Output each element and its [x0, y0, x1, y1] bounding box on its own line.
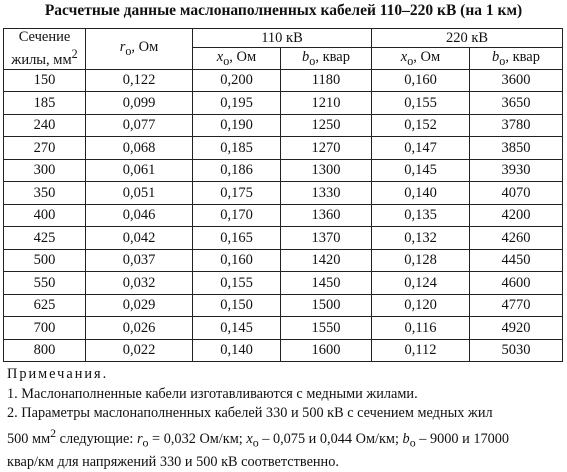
header-x-sub: о: [223, 53, 230, 68]
header-r-symbol: r: [119, 38, 126, 55]
cell-section: 800: [4, 339, 86, 362]
header-row-groups: [4, 29, 563, 48]
cell-x-110: 0,200: [193, 69, 281, 92]
note-2-r-sub: о: [142, 435, 149, 450]
header-resistance: [86, 29, 193, 70]
cell-x-220: 0,145: [372, 159, 470, 182]
table-row: [4, 294, 563, 317]
cell-b-220: 3850: [470, 137, 563, 160]
note-2-b-symbol: b: [402, 430, 410, 447]
header-x-unit: , Ом: [413, 48, 441, 65]
header-r-sub: о: [125, 43, 132, 58]
cell-b-220: 3600: [470, 69, 563, 92]
cell-b-220: 4450: [470, 249, 563, 272]
header-b-sub: о: [309, 53, 316, 68]
note-2-text-e: – 9000 и 17000: [415, 430, 510, 447]
table-row: [4, 204, 563, 227]
table-row: [4, 69, 563, 92]
notes-section: [7, 365, 563, 472]
cell-x-220: 0,135: [372, 204, 470, 227]
cell-b-220: 4260: [470, 227, 563, 250]
note-2-line-2: [7, 424, 563, 453]
header-section-line2: жилы, мм: [11, 51, 72, 68]
note-2-text-a: 500 мм: [7, 430, 51, 447]
cell-x-220: 0,120: [372, 294, 470, 317]
note-1: 1. Маслонаполненные кабели изготавливаются с медными жилами.: [7, 385, 418, 402]
note-2-r-symbol: r: [136, 430, 143, 447]
cell-b-110: 1550: [281, 317, 372, 340]
cell-x-220: 0,132: [372, 227, 470, 250]
cell-b-220: 4770: [470, 294, 563, 317]
cell-x-110: 0,186: [193, 159, 281, 182]
cell-b-110: 1360: [281, 204, 372, 227]
cell-x-110: 0,150: [193, 294, 281, 317]
cell-r: 0,042: [86, 227, 193, 250]
note-2-x-symbol: x: [246, 430, 253, 447]
note-2-line-3: квар/км для напряжений 330 и 500 кВ соответственно.: [7, 453, 339, 470]
cell-x-220: 0,112: [372, 339, 470, 362]
header-x-unit: , Ом: [229, 48, 257, 65]
cell-section: 425: [4, 227, 86, 250]
note-2-text-b: следующие:: [56, 430, 137, 447]
note-2-b-sub: о: [409, 435, 416, 450]
cell-b-110: 1270: [281, 137, 372, 160]
cell-b-110: 1300: [281, 159, 372, 182]
header-group-110: 110 кВ: [193, 29, 372, 48]
cell-x-110: 0,140: [193, 339, 281, 362]
cell-x-110: 0,145: [193, 317, 281, 340]
cell-section: 240: [4, 114, 86, 137]
header-x-110: [193, 48, 281, 69]
header-section-sup: 2: [71, 47, 78, 61]
header-r-unit: , Ом: [131, 38, 159, 55]
cell-b-110: 1330: [281, 182, 372, 205]
table-row: [4, 249, 563, 272]
table-row: [4, 317, 563, 340]
table-row: [4, 137, 563, 160]
cell-b-220: 3650: [470, 92, 563, 115]
cell-r: 0,026: [86, 317, 193, 340]
cell-x-220: 0,155: [372, 92, 470, 115]
cell-b-110: 1600: [281, 339, 372, 362]
cell-b-110: 1420: [281, 249, 372, 272]
header-b-symbol: b: [492, 48, 500, 65]
cell-section: 185: [4, 92, 86, 115]
cell-b-110: 1250: [281, 114, 372, 137]
cell-r: 0,068: [86, 137, 193, 160]
header-b-110: [281, 48, 372, 69]
header-x-sub: о: [407, 53, 414, 68]
header-b-unit: , квар: [315, 48, 350, 65]
cell-r: 0,037: [86, 249, 193, 272]
cell-b-220: 4600: [470, 272, 563, 295]
cell-x-220: 0,116: [372, 317, 470, 340]
cell-b-110: 1370: [281, 227, 372, 250]
cell-x-220: 0,124: [372, 272, 470, 295]
cell-x-220: 0,140: [372, 182, 470, 205]
header-group-220: 220 кВ: [372, 29, 563, 48]
cell-section: 400: [4, 204, 86, 227]
note-2-sup: 2: [50, 425, 57, 440]
cell-r: 0,051: [86, 182, 193, 205]
cell-b-110: 1210: [281, 92, 372, 115]
cell-x-110: 0,175: [193, 182, 281, 205]
cell-x-110: 0,165: [193, 227, 281, 250]
cell-section: 625: [4, 294, 86, 317]
header-section: [4, 29, 86, 70]
cell-b-220: 4200: [470, 204, 563, 227]
cell-b-220: 4070: [470, 182, 563, 205]
cell-r: 0,046: [86, 204, 193, 227]
cell-section: 500: [4, 249, 86, 272]
cable-data-table: [3, 28, 563, 362]
note-2-x-sub: о: [252, 435, 259, 450]
cell-r: 0,122: [86, 69, 193, 92]
cell-b-110: 1450: [281, 272, 372, 295]
cell-x-110: 0,170: [193, 204, 281, 227]
cell-b-110: 1180: [281, 69, 372, 92]
table-row: [4, 114, 563, 137]
notes-heading: Примечания.: [7, 366, 109, 382]
header-x-220: [372, 48, 470, 69]
cell-x-220: 0,128: [372, 249, 470, 272]
cell-section: 300: [4, 159, 86, 182]
cell-b-220: 5030: [470, 339, 563, 362]
header-x-symbol: x: [400, 48, 408, 65]
cell-section: 550: [4, 272, 86, 295]
cell-x-220: 0,147: [372, 137, 470, 160]
cell-x-220: 0,152: [372, 114, 470, 137]
cell-section: 270: [4, 137, 86, 160]
header-x-symbol: x: [216, 48, 224, 65]
header-section-line1: Сечение: [18, 29, 71, 45]
cell-r: 0,061: [86, 159, 193, 182]
cell-b-110: 1500: [281, 294, 372, 317]
cell-r: 0,032: [86, 272, 193, 295]
cell-x-110: 0,195: [193, 92, 281, 115]
cell-x-110: 0,190: [193, 114, 281, 137]
cell-r: 0,022: [86, 339, 193, 362]
cell-x-110: 0,155: [193, 272, 281, 295]
table-row: [4, 339, 563, 362]
table-body: [4, 69, 563, 362]
cell-r: 0,099: [86, 92, 193, 115]
header-b-unit: , квар: [505, 48, 540, 65]
table-row: [4, 227, 563, 250]
table-title: Расчетные данные маслонаполненных кабелей 110–220 кВ (на 1 км): [44, 2, 523, 19]
cell-r: 0,029: [86, 294, 193, 317]
note-2-text-d: – 0,075 и 0,044 Ом/км;: [258, 430, 403, 447]
cell-b-220: 3930: [470, 159, 563, 182]
header-b-sub: о: [499, 53, 506, 68]
header-b-symbol: b: [302, 48, 310, 65]
cell-x-110: 0,185: [193, 137, 281, 160]
header-b-220: [470, 48, 563, 69]
cell-section: 350: [4, 182, 86, 205]
cell-b-220: 3780: [470, 114, 563, 137]
cell-section: 150: [4, 69, 86, 92]
cell-x-220: 0,160: [372, 69, 470, 92]
cell-r: 0,077: [86, 114, 193, 137]
table-row: [4, 272, 563, 295]
note-2-line-1: 2. Параметры маслонаполненных кабелей 330 и 500 кВ с сечением медных жил: [7, 405, 493, 421]
table-row: [4, 182, 563, 205]
cell-section: 700: [4, 317, 86, 340]
table-row: [4, 159, 563, 182]
table-row: [4, 92, 563, 115]
cell-x-110: 0,160: [193, 249, 281, 272]
cell-b-220: 4920: [470, 317, 563, 340]
note-2-text-c: = 0,032 Ом/км;: [148, 430, 247, 447]
